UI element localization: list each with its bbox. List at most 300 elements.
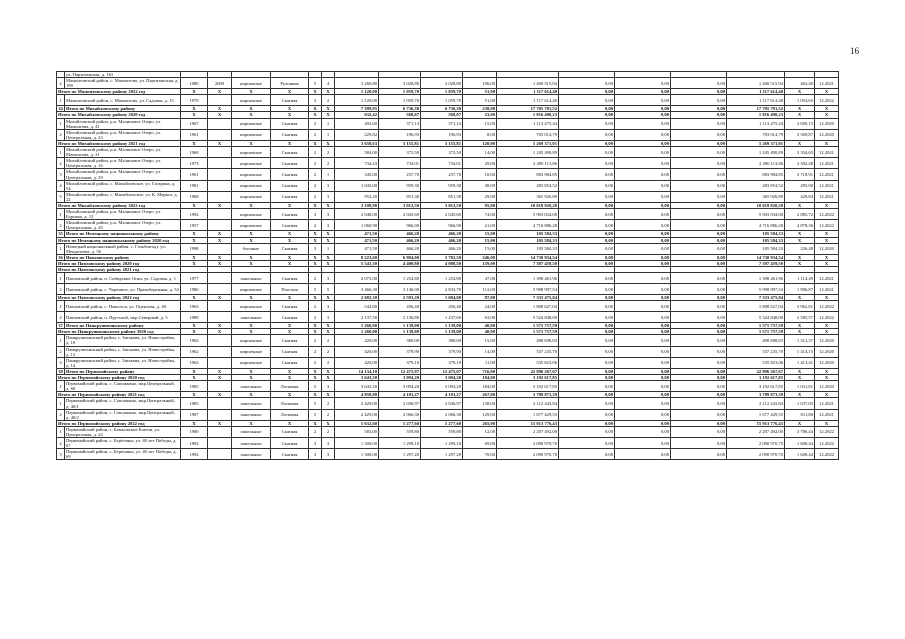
- value-cell: 95,00: [463, 202, 497, 208]
- x-cell: X: [322, 231, 335, 237]
- value-cell: 456,40: [421, 301, 463, 312]
- value-cell: 365 926,89: [497, 191, 559, 202]
- value-cell: 716,00: [463, 368, 497, 374]
- commission-year-cell: 1957: [181, 220, 208, 231]
- value-cell: 734,43: [335, 158, 379, 169]
- unit-cost-cell: X: [785, 323, 815, 329]
- wall-material-cell: кирпичные: [232, 220, 271, 231]
- unit-cost-cell: 1 608,44: [785, 449, 815, 460]
- entrances-cell: 3: [322, 191, 335, 202]
- value-cell: 1 117 614,40: [497, 95, 559, 106]
- x-cell: X: [309, 323, 322, 329]
- value-cell: 15 913 776,43: [497, 420, 559, 426]
- x-cell: X: [208, 260, 232, 266]
- value-cell: 2 090 970,70: [727, 449, 785, 460]
- deadline-cell: 12.2021: [815, 284, 839, 295]
- value-cell: 0,00: [671, 220, 727, 231]
- address-cell: Панкрушихинский район, с. Зятькова, ул. Новостройка, д. 14: [65, 357, 181, 368]
- overhaul-year-cell: [208, 158, 232, 169]
- table-row: [57, 301, 839, 312]
- wall-material-cell: кирпичные: [232, 180, 271, 191]
- entrances-cell: 5: [322, 284, 335, 295]
- row-number-cell: 2: [57, 409, 65, 420]
- wall-material-cell: панельные: [232, 398, 271, 409]
- value-cell: 0,00: [559, 95, 615, 106]
- wall-material-cell: кирпичные: [232, 158, 271, 169]
- row-number-cell: 1: [57, 273, 65, 284]
- value-cell: 4 103,27: [379, 392, 421, 398]
- value-cell: 1 571 757,59: [727, 323, 785, 329]
- value-cell: 1 300,00: [335, 438, 379, 449]
- roof-type-cell: Скатная: [271, 346, 309, 357]
- x-cell: X: [232, 112, 271, 118]
- value-cell: 196,93: [379, 129, 421, 140]
- value-cell: 2 593,20: [379, 295, 421, 301]
- x-cell: X: [322, 392, 335, 398]
- value-cell: 4 858,00: [335, 392, 379, 398]
- value-cell: 1 120,00: [335, 89, 379, 95]
- address-cell: Панкрушихинский район, с. Зятькова, ул. Новостройка, д. 12: [65, 346, 181, 357]
- total-label-cell: Итого по Павловскому району 2021 год: [57, 267, 181, 273]
- value-cell: 1 245 490,89: [727, 147, 785, 158]
- value-cell: 0,00: [615, 438, 671, 449]
- value-cell: 1 237,60: [421, 312, 463, 323]
- value-cell: 14 730 934,54: [727, 254, 785, 260]
- row-number-cell: 5: [57, 191, 65, 202]
- value-cell: 883 984,85: [497, 169, 559, 180]
- deadline-cell: 12.2020: [815, 243, 839, 254]
- unit-cost-cell: 1 037,05: [785, 398, 815, 409]
- unit-cost-cell: X: [785, 260, 815, 266]
- value-cell: 0,00: [559, 392, 615, 398]
- x-cell: X: [232, 375, 271, 381]
- value-cell: 14,00: [463, 147, 497, 158]
- value-cell: 1 254,80: [379, 273, 421, 284]
- overhaul-year-cell: [208, 169, 232, 180]
- commission-year-cell: 1986: [181, 284, 208, 295]
- x-cell: X: [181, 323, 208, 329]
- value-cell: 0,00: [615, 426, 671, 437]
- x-cell: X: [181, 260, 208, 266]
- value-cell: 15,00: [463, 118, 497, 129]
- table-row: [57, 273, 839, 284]
- wall-material-cell: кирпичные: [232, 129, 271, 140]
- value-cell: 14 134,10: [335, 368, 379, 374]
- address-cell: Михайловский район, р.п. Малиновое Озеро, ул. Мамонтова, д. 41: [65, 118, 181, 129]
- unit-cost-cell: 1 114,49: [785, 273, 815, 284]
- overhaul-year-cell: [208, 220, 232, 231]
- x-cell: X: [271, 323, 309, 329]
- value-cell: 4 716 886,28: [497, 220, 559, 231]
- value-cell: 0,00: [559, 191, 615, 202]
- total-label-cell: Итого по Панкрушихинскому району 2020 год: [57, 329, 181, 335]
- table-row: [57, 129, 839, 140]
- overhaul-year-cell: [208, 398, 232, 409]
- value-cell: 0,00: [615, 375, 671, 381]
- roof-type-cell: Скатная: [271, 357, 309, 368]
- deadline-cell: 12.2021: [815, 78, 839, 89]
- value-cell: 0,00: [671, 231, 727, 237]
- entrances-cell: 2: [322, 346, 335, 357]
- value-cell: 0,00: [559, 398, 615, 409]
- value-cell: 0,00: [559, 237, 615, 243]
- unit-cost-cell: X: [785, 254, 815, 260]
- value-cell: 2 207 492,00: [497, 426, 559, 437]
- x-cell: X: [271, 368, 309, 374]
- roof-type-cell: Скатная: [271, 118, 309, 129]
- value-cell: 1 808 627,04: [497, 301, 559, 312]
- roof-type-cell: Скатная: [271, 438, 309, 449]
- value-cell: 22 896 267,67: [727, 368, 785, 374]
- section-number-cell: 34: [58, 106, 63, 112]
- value-cell: 15,00: [463, 243, 497, 254]
- value-cell: 7 333 475,04: [497, 295, 559, 301]
- value-cell: 0,00: [671, 381, 727, 392]
- value-cell: 15,00: [463, 335, 497, 346]
- value-cell: 38,00: [463, 180, 497, 191]
- value-cell: 3 192 617,85: [497, 375, 559, 381]
- value-cell: 0,00: [615, 335, 671, 346]
- entrances-cell: 2: [322, 147, 335, 158]
- roof-type-cell: Скатная: [271, 273, 309, 284]
- value-cell: 0,00: [671, 191, 727, 202]
- x-cell: X: [322, 112, 335, 118]
- value-cell: 1 400 515,94: [727, 78, 785, 89]
- value-cell: 5 524 848,00: [727, 312, 785, 323]
- value-cell: 379,90: [421, 346, 463, 357]
- row-number-cell: 1: [57, 147, 65, 158]
- value-cell: 0,00: [671, 260, 727, 266]
- value-cell: 379,10: [379, 357, 421, 368]
- table-row: [57, 220, 839, 231]
- value-cell: 184,00: [463, 381, 497, 392]
- x-cell: X: [322, 202, 335, 208]
- value-cell: 267,00: [463, 392, 497, 398]
- value-cell: 229,82: [335, 129, 379, 140]
- value-cell: 0,00: [559, 381, 615, 392]
- floors-cell: 2: [309, 335, 322, 346]
- table-row: [57, 398, 839, 409]
- value-cell: 0,00: [559, 335, 615, 346]
- x-cell: X: [208, 420, 232, 426]
- deadline-cell: X: [815, 420, 839, 426]
- value-cell: 583,00: [335, 426, 379, 437]
- roof-type-cell: Скатная: [271, 191, 309, 202]
- value-cell: 420,00: [335, 346, 379, 357]
- value-cell: 29,00: [463, 158, 497, 169]
- x-cell: X: [232, 368, 271, 374]
- unit-cost-cell: X: [785, 375, 815, 381]
- value-cell: 3 789 873,39: [497, 392, 559, 398]
- value-cell: 0,00: [615, 420, 671, 426]
- value-cell: 1 260,00: [335, 323, 379, 329]
- wall-material-cell: кирпичные: [232, 284, 271, 295]
- address-cell: Первомайский район, с. Сапожкино, мкр.Центральный, д. 40/2: [65, 409, 181, 420]
- value-cell: 4 716 886,28: [727, 220, 785, 231]
- value-cell: 0,00: [671, 301, 727, 312]
- value-cell: 17 705 781,52: [497, 106, 559, 112]
- x-cell: X: [232, 392, 271, 398]
- commission-year-cell: 1985: [181, 381, 208, 392]
- overhaul-year-cell: [208, 273, 232, 284]
- value-cell: 120,00: [463, 140, 497, 146]
- floors-cell: 2: [309, 118, 322, 129]
- entrances-cell: 2: [322, 426, 335, 437]
- value-cell: 3 146,00: [379, 284, 421, 295]
- roof-type-cell: Лотковая: [271, 398, 309, 409]
- x-cell: X: [271, 202, 309, 208]
- entrances-cell: 2: [322, 357, 335, 368]
- row-number-cell: 3: [57, 449, 65, 460]
- value-cell: 5 903 034,00: [497, 209, 559, 220]
- value-cell: 3 012,50: [421, 202, 463, 208]
- x-cell: X: [232, 89, 271, 95]
- overhaul-year-cell: [208, 284, 232, 295]
- entrances-cell: 2: [322, 398, 335, 409]
- unit-cost-cell: 1 414,15: [785, 346, 815, 357]
- x-cell: X: [232, 231, 271, 237]
- value-cell: 535 823,06: [727, 357, 785, 368]
- total-label-cell: Итого по Панкрушихинскому району: [65, 323, 181, 329]
- value-cell: 0,00: [559, 312, 615, 323]
- value-cell: 69,00: [463, 438, 497, 449]
- total-label-cell: Итого по Павловскому району 2022 год: [57, 295, 181, 301]
- value-cell: 0,00: [559, 438, 615, 449]
- row-number-cell: 1: [57, 301, 65, 312]
- x-cell: X: [271, 89, 309, 95]
- table-row: [57, 438, 839, 449]
- value-cell: 371,14: [379, 118, 421, 129]
- value-cell: 1 254,80: [421, 273, 463, 284]
- value-cell: 129,00: [463, 409, 497, 420]
- floors-cell: 5: [309, 381, 322, 392]
- x-cell: X: [271, 420, 309, 426]
- value-cell: 2 136,80: [379, 312, 421, 323]
- value-cell: 5 277,60: [421, 420, 463, 426]
- floors-cell: 2: [309, 301, 322, 312]
- x-cell: X: [271, 237, 309, 243]
- deadline-cell: 12.2021: [815, 409, 839, 420]
- x-cell: X: [208, 295, 232, 301]
- value-cell: 15 913 776,43: [727, 420, 785, 426]
- value-cell: 559,80: [379, 426, 421, 437]
- x-cell: X: [232, 260, 271, 266]
- x-cell: X: [181, 368, 208, 374]
- x-cell: X: [208, 106, 232, 112]
- wall-material-cell: кирпичные: [232, 147, 271, 158]
- overhaul-year-cell: [208, 312, 232, 323]
- value-cell: 3 192 617,85: [727, 375, 785, 381]
- value-cell: 2 490 113,86: [497, 158, 559, 169]
- wall-material-cell: кирпичные: [232, 301, 271, 312]
- address-cell: Первомайский район, с. Баюновские Ключи, ул. Центральная, д. 22: [65, 426, 181, 437]
- value-cell: 5 632,60: [335, 420, 379, 426]
- address-cell: Мамонтовский район, с. Мамонтово, ул. Садовая, д. 15: [65, 95, 181, 106]
- x-cell: X: [309, 295, 322, 301]
- row-number-cell: 2: [57, 78, 65, 89]
- floors-cell: 3: [309, 243, 322, 254]
- deadline-cell: X: [815, 106, 839, 112]
- deadline-cell: X: [815, 375, 839, 381]
- row-number-cell: 2: [57, 220, 65, 231]
- value-cell: 420,00: [335, 335, 379, 346]
- wall-material-cell: панельные: [232, 438, 271, 449]
- value-cell: 0,00: [671, 147, 727, 158]
- deadline-cell: 12.2022: [815, 426, 839, 437]
- row-number-cell: 1: [57, 335, 65, 346]
- row-number-cell: 1: [57, 243, 65, 254]
- x-cell: X: [271, 231, 309, 237]
- value-cell: 0,00: [671, 357, 727, 368]
- value-cell: 0,00: [671, 312, 727, 323]
- value-cell: 466,20: [421, 243, 463, 254]
- unit-cost-cell: 1 906,87: [785, 284, 815, 295]
- address-cell: Михайловский район, с. Михайловское, ул. Гагарина, д. 54: [65, 180, 181, 191]
- value-cell: 373,50: [379, 147, 421, 158]
- floors-cell: 5: [309, 409, 322, 420]
- wall-material-cell: кирпичные: [232, 95, 271, 106]
- commission-year-cell: 1981: [181, 180, 208, 191]
- address-cell: Михайловский район, р.п. Малиновое Озеро, ул. Центральная, д. 16: [65, 158, 181, 169]
- value-cell: 1 117 614,40: [727, 89, 785, 95]
- x-cell: X: [208, 231, 232, 237]
- value-cell: 0,00: [559, 323, 615, 329]
- deadline-cell: X: [815, 392, 839, 398]
- floors-cell: 3: [309, 449, 322, 460]
- value-cell: 0,00: [671, 243, 727, 254]
- x-cell: X: [208, 375, 232, 381]
- value-cell: 1 059,70: [379, 95, 421, 106]
- value-cell: 0,00: [559, 129, 615, 140]
- value-cell: 0,00: [671, 449, 727, 460]
- unit-cost-cell: 3 718,91: [785, 169, 815, 180]
- roof-type-cell: Скатная: [271, 209, 309, 220]
- total-label-cell: Итого по Первомайскому району 2022 год: [57, 420, 181, 426]
- x-cell: X: [271, 392, 309, 398]
- wall-material-cell: панельные: [232, 409, 271, 420]
- entrances-cell: 2: [322, 95, 335, 106]
- value-cell: 0,00: [559, 106, 615, 112]
- value-cell: 0,00: [671, 95, 727, 106]
- value-cell: 498 698,83: [727, 335, 785, 346]
- value-cell: 0,00: [671, 237, 727, 243]
- unit-cost-cell: X: [785, 237, 815, 243]
- x-cell: X: [181, 295, 208, 301]
- table-row: [57, 158, 839, 169]
- value-cell: 0,00: [559, 89, 615, 95]
- value-cell: 5 782,50: [421, 254, 463, 260]
- value-cell: 0,00: [671, 129, 727, 140]
- address-cell: Павловский район, п. Сибирские Огни, ул. Садовая, д. 1: [65, 273, 181, 284]
- x-cell: X: [322, 368, 335, 374]
- unit-cost-cell: X: [785, 89, 815, 95]
- value-cell: 0,00: [615, 284, 671, 295]
- floors-cell: 2: [309, 357, 322, 368]
- overhaul-year-cell: 2009: [208, 78, 232, 89]
- value-cell: 0,00: [615, 129, 671, 140]
- wall-material-cell: панельные: [232, 273, 271, 284]
- value-cell: 1 400 515,94: [497, 78, 559, 89]
- value-cell: 3 094,20: [379, 375, 421, 381]
- table-row: [57, 449, 839, 460]
- wall-material-cell: кирпичные: [232, 191, 271, 202]
- value-cell: 2 207 492,00: [727, 426, 785, 437]
- value-cell: 0,00: [671, 106, 727, 112]
- value-cell: 1 139,00: [421, 329, 463, 335]
- x-cell: X: [309, 202, 322, 208]
- value-cell: 3 192 617,85: [727, 381, 785, 392]
- overhaul-year-cell: [208, 335, 232, 346]
- x-cell: X: [232, 329, 271, 335]
- entrances-cell: 2: [322, 335, 335, 346]
- value-cell: 0,00: [615, 118, 671, 129]
- roof-type-cell: Скатная: [271, 449, 309, 460]
- value-cell: 0,00: [671, 426, 727, 437]
- unit-cost-cell: 811,80: [785, 409, 815, 420]
- value-cell: 0,00: [671, 78, 727, 89]
- page-number: 16: [850, 46, 859, 56]
- table-row: [57, 118, 839, 129]
- value-cell: 1 677 429,55: [497, 409, 559, 420]
- x-cell: X: [309, 420, 322, 426]
- value-cell: 2 090 970,70: [497, 449, 559, 460]
- deadline-cell: X: [815, 112, 839, 118]
- x-cell: X: [181, 202, 208, 208]
- unit-cost-cell: 295,90: [785, 180, 815, 191]
- commission-year-cell: 1992: [181, 438, 208, 449]
- value-cell: 2 075,00: [335, 273, 379, 284]
- value-cell: 559,80: [421, 426, 463, 437]
- x-cell: X: [322, 237, 335, 243]
- value-cell: 11,00: [463, 357, 497, 368]
- value-cell: 0,00: [559, 368, 615, 374]
- overhaul-year-cell: [208, 180, 232, 191]
- address-cell: ул. Партизанская, д. 161: [65, 72, 181, 78]
- deadline-cell: 12.2021: [815, 147, 839, 158]
- entrances-cell: 1: [322, 169, 335, 180]
- value-cell: 1 139,00: [379, 329, 421, 335]
- value-cell: 5 903 034,00: [727, 209, 785, 220]
- table-row: [57, 346, 839, 357]
- address-cell: Первомайский район, с. Берёзовка, ул. 40 лет Победы, д. 67: [65, 438, 181, 449]
- commission-year-cell: 1962: [181, 346, 208, 357]
- value-cell: 2 036,97: [379, 398, 421, 409]
- value-cell: 0,00: [671, 375, 727, 381]
- roof-type-cell: Скатная: [271, 335, 309, 346]
- x-cell: X: [181, 231, 208, 237]
- address-cell: Немецкий национальный район, с. Гальбштадт, ул. Менделеева, д. 56: [65, 243, 181, 254]
- value-cell: 0,00: [671, 346, 727, 357]
- section-number-cell: 35: [58, 231, 63, 237]
- value-cell: 5 998 997,54: [497, 284, 559, 295]
- row-number-cell: 2: [57, 284, 65, 295]
- commission-year-cell: 1962: [181, 335, 208, 346]
- value-cell: 21,00: [463, 220, 497, 231]
- x-cell: X: [232, 140, 271, 146]
- entrances-cell: 3: [322, 220, 335, 231]
- unit-cost-cell: X: [785, 112, 815, 118]
- value-cell: 3 643,50: [335, 381, 379, 392]
- entrances-cell: 3: [322, 273, 335, 284]
- row-number-cell: 1: [57, 95, 65, 106]
- entrances-cell: 3: [322, 301, 335, 312]
- value-cell: 0,00: [615, 95, 671, 106]
- unit-cost-cell: X: [785, 231, 815, 237]
- roof-type-cell: Скатная: [271, 95, 309, 106]
- value-cell: 105 584,33: [497, 243, 559, 254]
- deadline-cell: X: [815, 237, 839, 243]
- value-cell: 3 094,20: [421, 381, 463, 392]
